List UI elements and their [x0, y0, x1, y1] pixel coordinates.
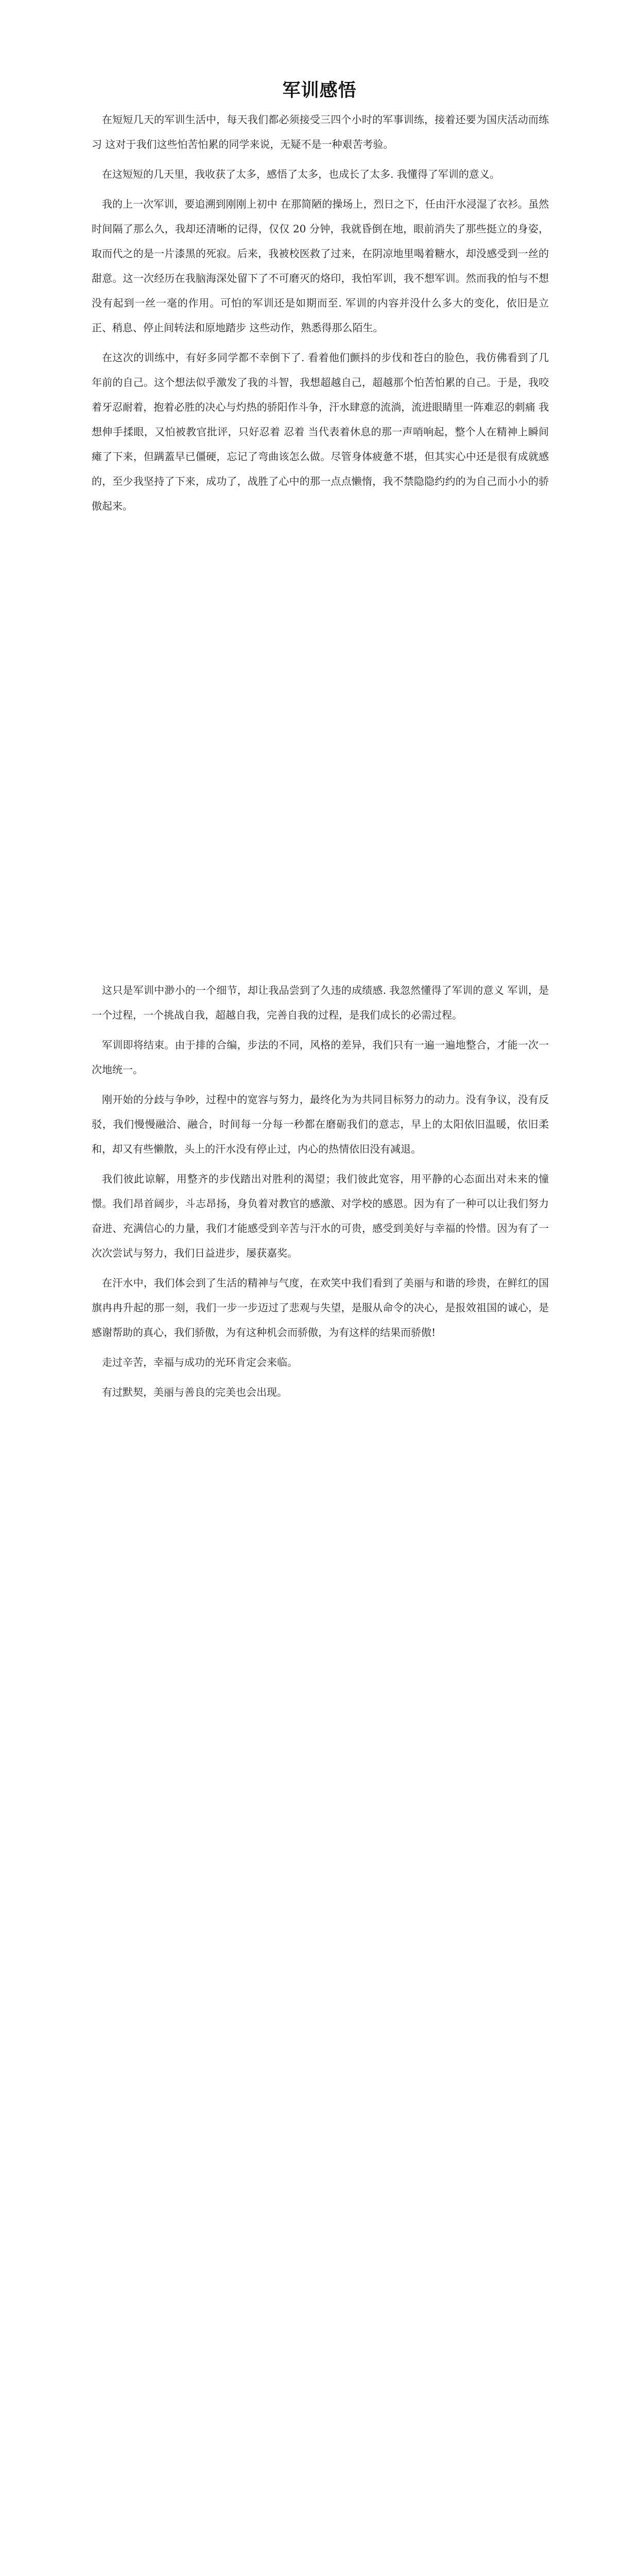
section-before-gap — [92, 107, 549, 523]
paragraph-ending: 军训即将结束。由于排的合编，步法的不同，风格的差异，我们只有一遍一遍地整合，才能一次一次地统一。 — [92, 1039, 549, 1076]
paragraph-closing-2: 有过默契，美丽与善良的完美也会出现。 — [102, 1386, 287, 1398]
paragraph-intro: 在短短几天的军训生活中，每天我们都必须接受三四个小时的军事训练，接着还要为国庆活动而练习 这对于我们这些怕苦怕累的同学来说，无疑不是一种艰苦考验。 — [92, 113, 549, 150]
paragraph-cooperation: 刚开始的分歧与争吵，过程中的宽容与努力，最终化为为共同目标努力的动力。没有争议，没有反驳，我们慢慢融洽、融合，时间每一分每一秒都在磨砺我们的意志，早上的太阳依旧温暖，依旧柔和，却又有些懒散，头上的汗水没有停止过，内心的热情依旧没有减退。 — [92, 1093, 549, 1155]
paragraph-meaning: 在这短短的几天里，我收获了太多，感悟了太多，也成长了太多. 我懂得了军训的意义。 — [102, 168, 500, 180]
paragraph-detail: 这只是军训中渺小的一个细节，却让我品尝到了久违的成绩感. 我忽然懂得了军训的意义 军训，是一个过程，一个挑战自我，超越自我，完善自我的过程，是我们成长的必需过程。 — [92, 984, 549, 1021]
paragraph-previous-training: 我的上一次军训，要追溯到刚刚上初中 在那简陋的操场上，烈日之下，任由汗水浸湿了衣衫。虽然时间隔了那么久，我却还清晰的记得，仅仅 20 分钟，我就昏倒在地，眼前消失了那些挺立的身姿，取而代之的是一片漆黑的死寂。后来，我被校医救了过来，在阴凉地里喝着糖水，却没感受到一丝的甜意。这一次经历在我脑海深处留下了不可磨灭的烙印，我怕军训，我不想军训。然而我的怕与不想没有起到一丝一毫的作用。可怕的军训还是如期而至. 军训的内容并没什么多大的变化，依旧是立正、稍息、停止间转法和原地踏步 这些动作，熟悉得那么陌生。 — [92, 198, 549, 334]
paragraph-closing-1: 走过辛苦，幸福与成功的光环肯定会来临。 — [102, 1356, 298, 1368]
document-title: 军训感悟 — [282, 80, 357, 101]
paragraph-gratitude: 我们彼此谅解，用整齐的步伐踏出对胜利的渴望；我们彼此宽容，用平静的心态面出对未来的憧憬。我们昂首阔步，斗志昂扬，身负着对教官的感激、对学校的感恩。因为有了一种可以让我们努力奋进、充满信心的力量，我们才能感受到辛苦与汗水的可贵，感受到美好与幸福的怜惜。因为有了一次次尝试与努力，我们日益进步，屡获嘉奖。 — [92, 1173, 549, 1259]
paragraph-pride: 在汗水中，我们体会到了生活的精神与气度，在欢笑中我们看到了美丽与和谐的珍贵，在鲜红的国旗冉冉升起的那一刻，我们一步一步迈过了悲观与失望，是服从命令的决心，是报效祖国的诚心，是感谢帮助的真心，我们骄傲，为有这种机会而骄傲，为有这样的结果而骄傲! — [92, 1277, 549, 1338]
paragraph-perseverance: 在这次的训练中，有好多同学都不幸倒下了. 看着他们颤抖的步伐和苍白的脸色，我仿佛看到了几年前的自己。这个想法似乎激发了我的斗智，我想超越自己，超越那个怕苦怕累的自己。于是，我咬着牙忍耐着，抱着必胜的决心与灼热的骄阳作斗争，汗水肆意的流淌，流进眼睛里一阵难忍的刺痛 我想伸手揉眼，又怕被教官批评，只好忍着 忍着 当代表着休息的那一声哨响起，整个人在精神上瞬间瘫了下来，但蹒蓋早已僵硬，忘记了弯曲该怎么做。尽管身体疲惫不堪，但其实心中还是很有成就感的，至少我坚持了下来，成功了，战胜了心中的那一点点懒惰，我不禁隐隐约约的为自己而小小的骄傲起来。 — [92, 351, 549, 512]
section-after-gap — [92, 978, 549, 1410]
